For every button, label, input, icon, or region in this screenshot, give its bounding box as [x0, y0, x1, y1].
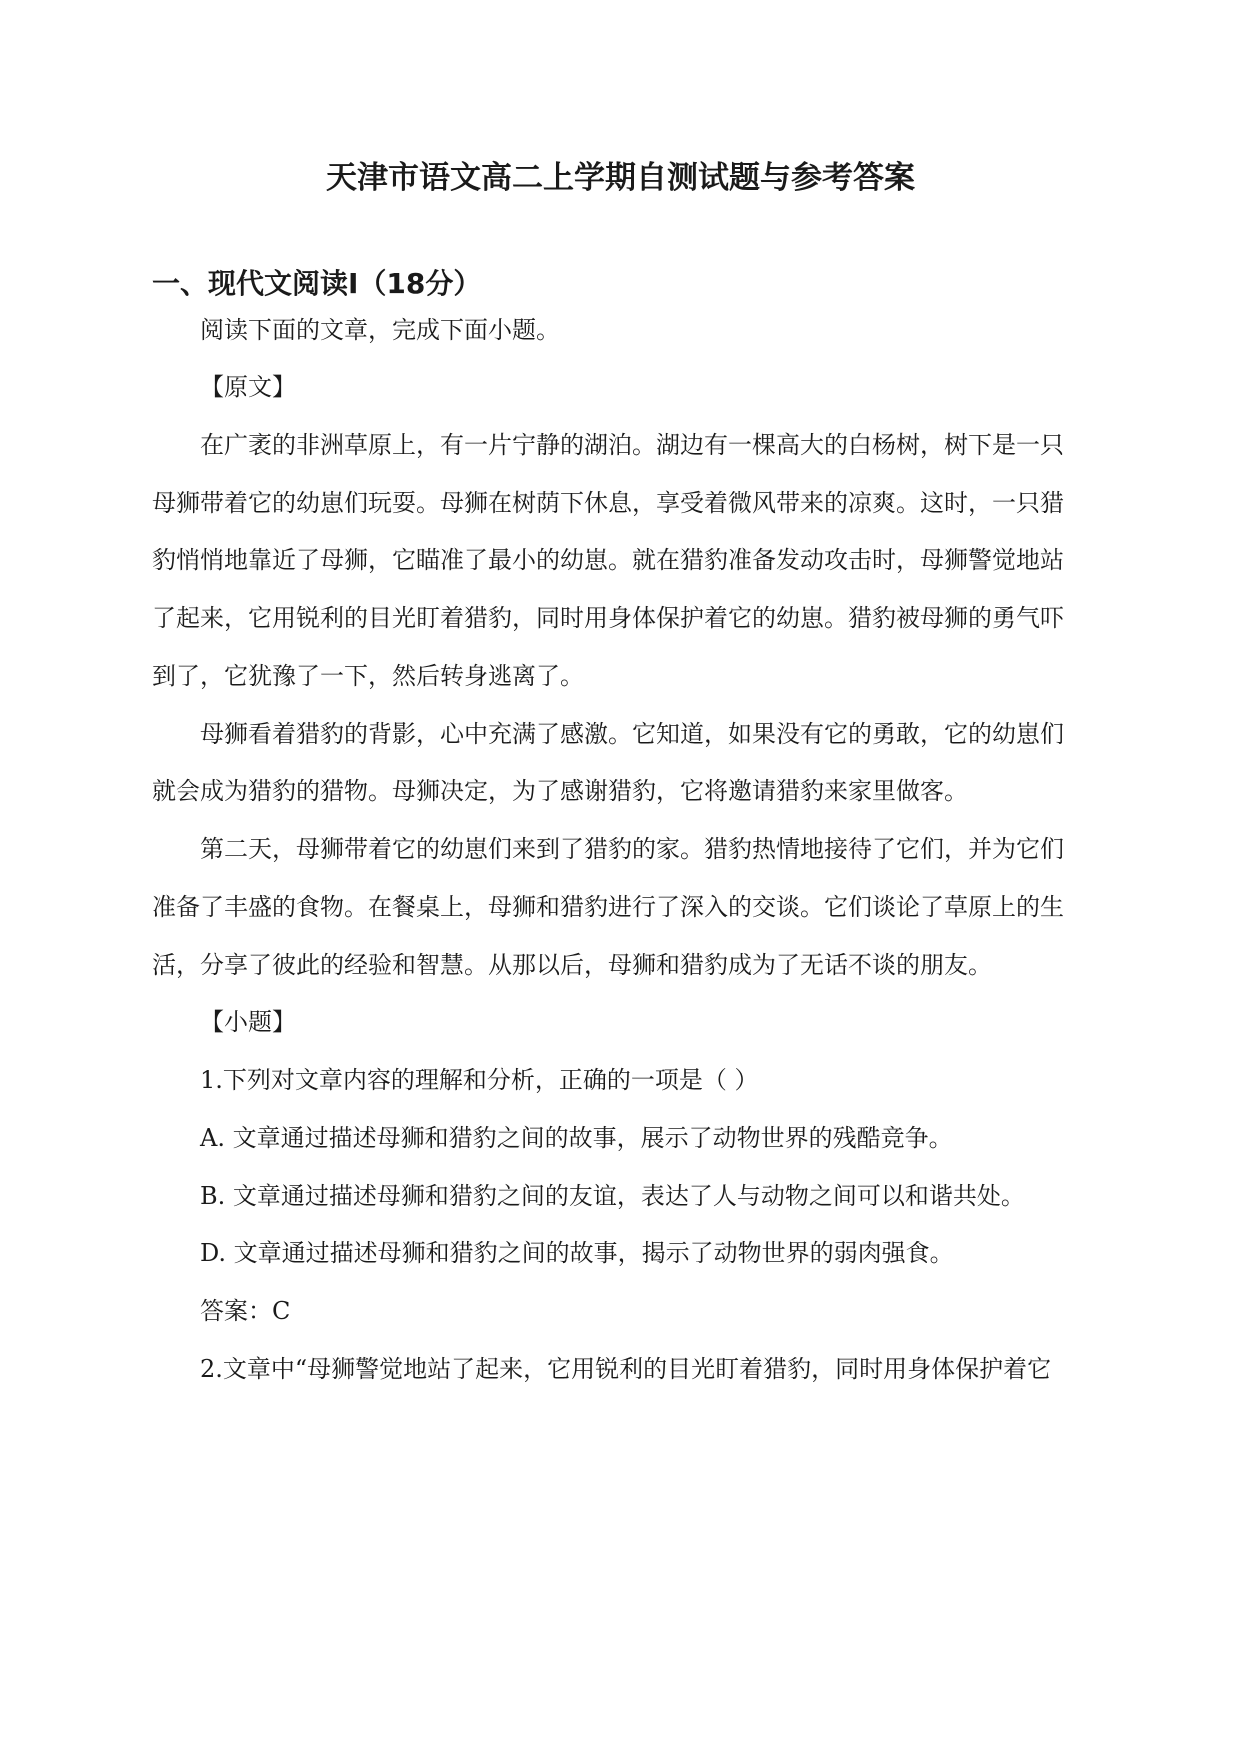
question-1: 1.下列对文章内容的理解和分析，正确的一项是（ ） [200, 1066, 759, 1094]
passage-line: 活，分享了彼此的经验和智慧。从那以后，母狮和猎豹成为了无话不谈的朋友。 [152, 951, 992, 979]
section-heading: 一、现代文阅读Ⅰ（18分） [152, 267, 482, 300]
answer-1: 答案：C [200, 1297, 291, 1325]
question-2-start: 2.文章中“母狮警觉地站了起来，它用锐利的目光盯着猎豹，同时用身体保护着它 [200, 1355, 1052, 1383]
option-b: B. 文章通过描述母狮和猎豹之间的友谊，表达了人与动物之间可以和谐共处。 [200, 1182, 1025, 1210]
passage-line: 准备了丰盛的食物。在餐桌上，母狮和猎豹进行了深入的交谈。它们谈论了草原上的生 [152, 893, 1064, 921]
subquestion-label: 【小题】 [200, 1008, 296, 1036]
passage-line: 母狮看着猎豹的背影，心中充满了感激。它知道，如果没有它的勇敢，它的幼崽们 [200, 720, 1064, 748]
option-d: D. 文章通过描述母狮和猎豹之间的故事，揭示了动物世界的弱肉强食。 [200, 1239, 954, 1267]
passage-line: 在广袤的非洲草原上，有一片宁静的湖泊。湖边有一棵高大的白杨树，树下是一只 [200, 431, 1064, 459]
document-title: 天津市语文高二上学期自测试题与参考答案 [326, 160, 915, 196]
original-label: 【原文】 [200, 373, 296, 401]
passage-line: 到了，它犹豫了一下，然后转身逃离了。 [152, 662, 584, 690]
passage-line: 第二天，母狮带着它的幼崽们来到了猎豹的家。猎豹热情地接待了它们，并为它们 [200, 835, 1064, 863]
option-a: A. 文章通过描述母狮和猎豹之间的故事，展示了动物世界的残酷竞争。 [200, 1124, 953, 1152]
instruction-text: 阅读下面的文章，完成下面小题。 [200, 316, 560, 344]
passage-line: 母狮带着它的幼崽们玩耍。母狮在树荫下休息，享受着微风带来的凉爽。这时，一只猎 [152, 489, 1064, 517]
passage-line: 了起来，它用锐利的目光盯着猎豹，同时用身体保护着它的幼崽。猎豹被母狮的勇气吓 [152, 604, 1064, 632]
passage-line: 就会成为猎豹的猎物。母狮决定，为了感谢猎豹，它将邀请猎豹来家里做客。 [152, 777, 968, 805]
passage-line: 豹悄悄地靠近了母狮，它瞄准了最小的幼崽。就在猎豹准备发动攻击时，母狮警觉地站 [152, 546, 1064, 574]
